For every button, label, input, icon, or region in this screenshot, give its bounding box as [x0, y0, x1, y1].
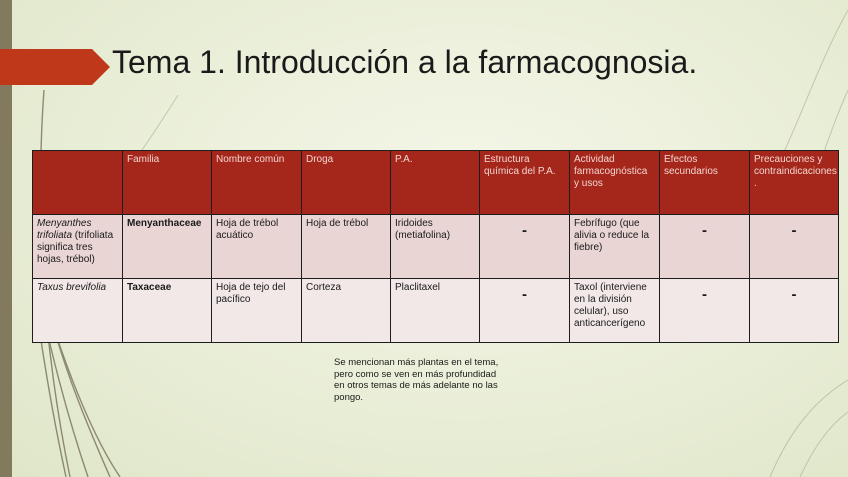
species-name: Taxus brevifolia [37, 282, 107, 293]
table-row [33, 279, 839, 343]
header-pa: P.A. [391, 151, 480, 215]
estructura-cell: - [480, 279, 570, 343]
droga-cell: Corteza [302, 279, 391, 343]
actividad-cell: Taxol (interviene en la división celular), uso anticancerígeno [570, 279, 660, 343]
header-precauciones: Precauciones y contraindicaciones . [750, 151, 839, 215]
familia-cell: Menyanthaceae [123, 215, 212, 279]
efectos-cell: - [660, 279, 750, 343]
footnote-text: Se mencionan más plantas en el tema, pero como se ven en más profundidad en otros temas de más adelante no las pongo. [334, 357, 499, 403]
title-arrow-shape [0, 49, 110, 85]
species-cell [33, 279, 123, 343]
species-note: (trifoliata significa tres hojas, trébol) [37, 230, 114, 265]
plants-table [32, 150, 839, 343]
nombre-comun-cell: Hoja de tejo del pacífico [212, 279, 302, 343]
actividad-cell: Febrífugo (que alivia o reduce la fiebre) [570, 215, 660, 279]
header-estructura: Estructura química del P.A. [480, 151, 570, 215]
header-familia: Familia [123, 151, 212, 215]
nombre-comun-cell: Hoja de trébol acuático [212, 215, 302, 279]
droga-cell: Hoja de trébol [302, 215, 391, 279]
pa-cell: Placlitaxel [391, 279, 480, 343]
header-droga: Droga [302, 151, 391, 215]
precauciones-cell: - [750, 215, 839, 279]
efectos-cell: - [660, 215, 750, 279]
pa-cell: Iridoides (metiafolina) [391, 215, 480, 279]
header-nombre-comun: Nombre común [212, 151, 302, 215]
header-cell-empty [33, 151, 123, 215]
table-header-row [33, 151, 839, 215]
familia-cell: Taxaceae [123, 279, 212, 343]
table-row [33, 215, 839, 279]
header-efectos: Efectos secundarios [660, 151, 750, 215]
precauciones-cell: - [750, 279, 839, 343]
slide-title: Tema 1. Introducción a la farmacognosia. [112, 44, 698, 80]
header-actividad: Actividad farmacognóstica y usos [570, 151, 660, 215]
species-name: Menyanthes trifoliata [37, 218, 92, 241]
species-cell [33, 215, 123, 279]
estructura-cell: - [480, 215, 570, 279]
